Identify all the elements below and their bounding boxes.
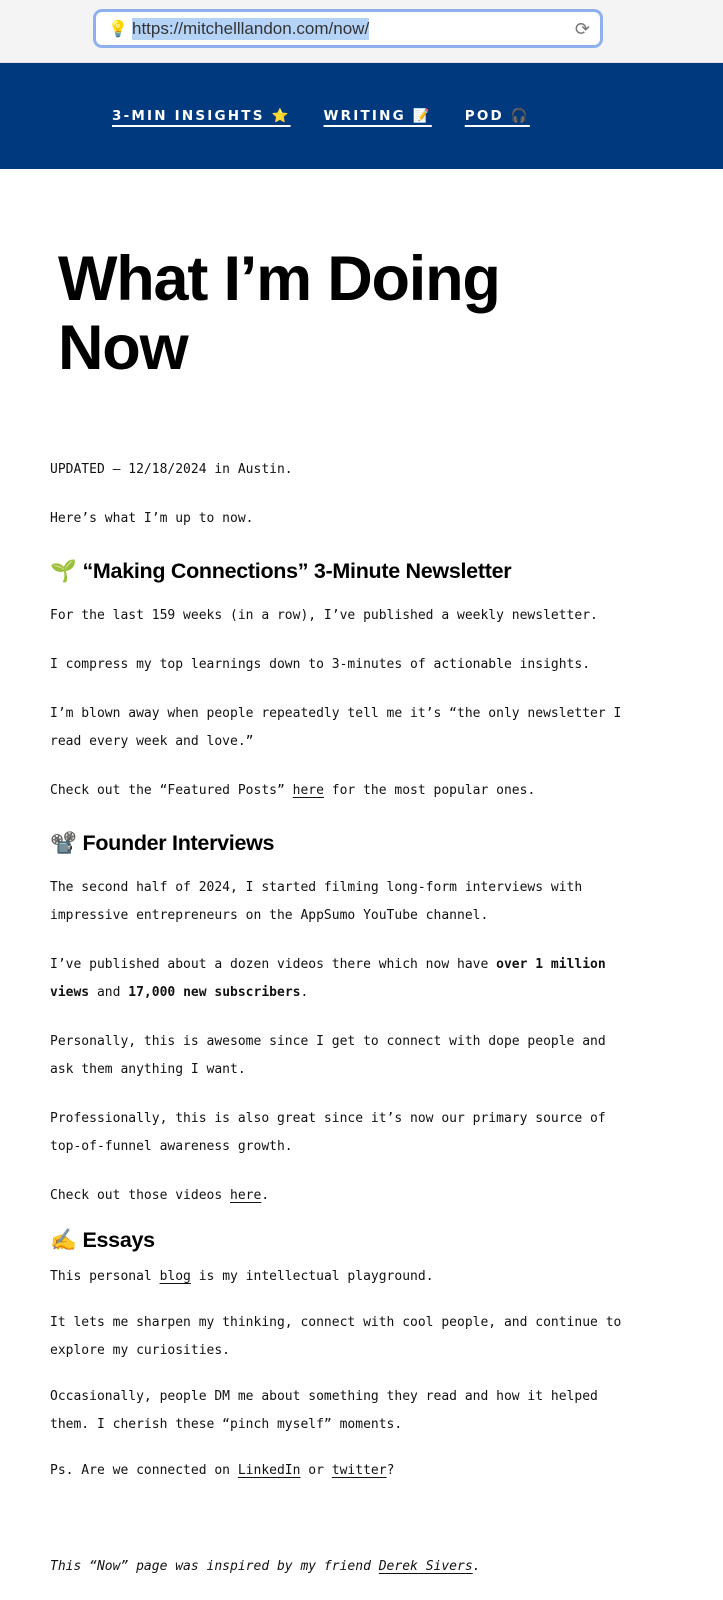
lightbulb-icon: 💡 [108, 20, 128, 38]
footer-note [50, 1553, 630, 1581]
text-span: ? [386, 1462, 395, 1478]
interviews-paragraph: The second half of 2024, I started filming long-form interviews with impressive entrepreneurs on the AppSumo YouTube channel. [50, 879, 583, 923]
interviews-paragraph [50, 1182, 630, 1210]
blog-link[interactable]: blog [159, 1268, 191, 1284]
text-span: and [89, 984, 129, 1000]
reload-icon[interactable]: ⟳ [574, 19, 590, 39]
text-span: I’ve published about a dozen videos there which now have [50, 956, 497, 972]
nav-link-writing[interactable]: WRITING 📝 [323, 108, 432, 124]
updated-line: UPDATED — 12/18/2024 in Austin. [50, 461, 293, 477]
interviews-paragraph: Personally, this is awesome since I get to connect with dope people and ask them anything I want. [50, 1033, 606, 1077]
site-navigation [0, 63, 723, 169]
text-span: Ps. Are we connected on [50, 1462, 238, 1478]
section-heading-newsletter [50, 559, 630, 584]
bold-text: over 1 million views [50, 956, 606, 1000]
essays-paragraph: It lets me sharpen my thinking, connect with cool people, and continue to explore my curiosities. [50, 1314, 622, 1358]
text-span: Check out those videos [50, 1187, 231, 1203]
text-span: . [472, 1558, 481, 1574]
newsletter-heading-text: “Making Connections” 3-Minute Newsletter [82, 558, 512, 583]
derek-sivers-link[interactable]: Derek Sivers [378, 1558, 473, 1574]
text-span: This personal [50, 1268, 160, 1284]
featured-posts-link[interactable]: here [292, 782, 324, 798]
newsletter-paragraph [50, 777, 630, 805]
interviews-paragraph: Professionally, this is also great since it’s now our primary source of top-of-funnel awareness growth. [50, 1110, 606, 1154]
nav-link-insights[interactable]: 3-MIN INSIGHTS ⭐ [112, 108, 291, 124]
browser-toolbar [0, 0, 723, 63]
essays-heading-text: Essays [82, 1227, 155, 1252]
text-span: This “Now” page was inspired by my friend [50, 1558, 379, 1574]
text-span: Check out the “Featured Posts” [50, 782, 293, 798]
essays-paragraph [50, 1457, 630, 1485]
twitter-link[interactable]: twitter [331, 1462, 387, 1478]
url-text[interactable]: https://mitchelllandon.com/now/ [132, 18, 370, 38]
text-span: . [261, 1187, 270, 1203]
linkedin-link[interactable]: LinkedIn [237, 1462, 301, 1478]
interviews-paragraph [50, 951, 630, 1007]
text-span: is my intellectual playground. [190, 1268, 434, 1284]
page-title: What I’m Doing Now [58, 244, 500, 384]
text-span: for the most popular ones. [323, 782, 536, 798]
essays-paragraph [50, 1263, 630, 1291]
newsletter-paragraph: For the last 159 weeks (in a row), I’ve published a weekly newsletter. [50, 607, 598, 623]
newsletter-paragraph: I’m blown away when people repeatedly tell me it’s “the only newsletter I read every week and love.” [50, 705, 622, 749]
text-span: or [300, 1462, 332, 1478]
seedling-icon: 🌱 [50, 558, 77, 584]
film-projector-icon: 📽️ [50, 830, 77, 856]
essays-paragraph: Occasionally, people DM me about something they read and how it helped them. I cherish these “pinch myself” moments. [50, 1388, 598, 1432]
bold-text: 17,000 new subscribers [128, 984, 301, 1000]
address-bar[interactable] [93, 9, 603, 48]
videos-link[interactable]: here [230, 1187, 262, 1203]
text-span: . [300, 984, 309, 1000]
writing-hand-icon: ✍️ [50, 1227, 77, 1253]
section-heading-interviews [50, 831, 630, 856]
newsletter-paragraph: I compress my top learnings down to 3-minutes of actionable insights. [50, 656, 591, 672]
main-content [0, 245, 630, 1581]
nav-link-pod[interactable]: POD 🎧 [464, 108, 530, 124]
interviews-heading-text: Founder Interviews [82, 830, 275, 855]
section-heading-essays [50, 1228, 630, 1253]
intro-text: Here’s what I’m up to now. [50, 510, 254, 526]
